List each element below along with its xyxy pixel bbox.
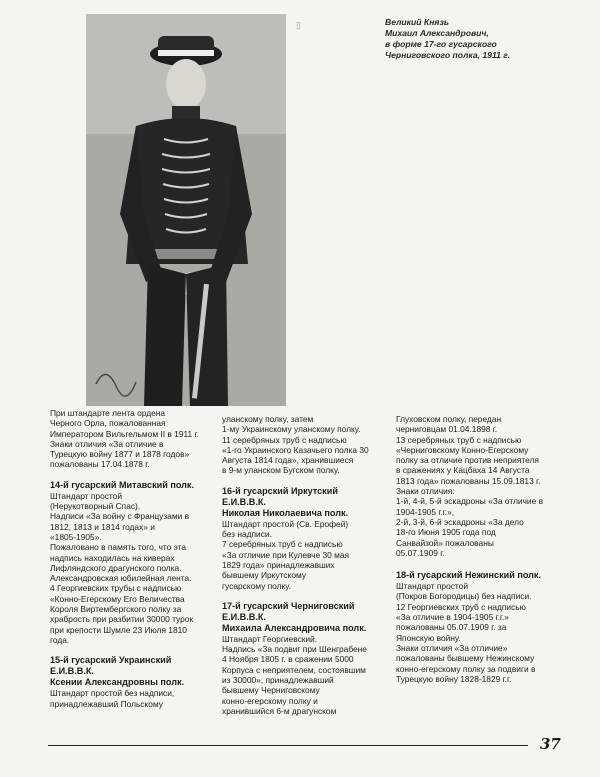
- text-line: Черного Орла, пожалованная: [50, 418, 166, 429]
- text-line: «1805-1905».: [50, 531, 102, 542]
- text-line: в сражениях у Кацбаха 14 Августа: [396, 465, 530, 476]
- text-line: полку за отличие против неприятеля: [396, 455, 539, 466]
- text-line: года.: [50, 634, 70, 645]
- text-line: Пожаловано в память того, что эта: [50, 542, 187, 553]
- caption-line: Великий Князь: [385, 17, 449, 27]
- heading-line: Е.И.В.В.К.: [50, 666, 94, 677]
- section-heading-17: [222, 601, 392, 634]
- text-line: Глуховском полку, передан: [396, 414, 502, 424]
- text-line: Надпись «За подвиг при Шенграбене: [222, 644, 367, 655]
- text-line: 11 серебряных труб с надписью: [222, 434, 347, 445]
- text-line: надпись находилась на киверах: [50, 552, 175, 563]
- text-line: Штандарт Георгиевский.: [222, 633, 318, 644]
- text-line: 12 Георгиевских труб с надписью: [396, 601, 526, 612]
- scan-mark: ▯: [296, 20, 301, 30]
- section-heading-14: 14-й гусарский Митавский полк.: [50, 479, 195, 490]
- text-line: Штандарт простой (Св. Ерофей): [222, 518, 349, 529]
- text-column-1: [50, 408, 218, 709]
- text-line: Турецкую войну 1877 и 1878 годов»: [50, 449, 190, 460]
- portrait-photo: [86, 14, 286, 406]
- text-line: Знаки отличия «За отличие»: [396, 642, 508, 653]
- text-line: уланскому полку, затем: [222, 414, 314, 424]
- text-line: (Нерукотворный Спас).: [50, 501, 141, 512]
- text-line: «1-го Украинского Казачьего полка 30: [222, 444, 369, 455]
- heading-line: Михаила Александровича полк.: [222, 622, 367, 633]
- text-line: 4 Георгиевских трубы с надписью: [50, 583, 182, 594]
- caption-line: в форме 17-го гусарского: [385, 39, 497, 49]
- text-line: При штандарте лента ордена: [50, 408, 166, 418]
- text-line: Знаки отличия:: [396, 486, 455, 497]
- caption-line: Михаил Александрович,: [385, 28, 489, 38]
- photo-caption: [385, 17, 575, 61]
- text-line: 1829 года» принадлежавших: [222, 559, 335, 570]
- text-line: без надписи.: [222, 529, 272, 540]
- text-line: Штандарт простой без надписи,: [50, 688, 175, 699]
- heading-line: Е.И.В.В.К.: [222, 496, 266, 507]
- text-line: принадлежавший Польскому: [50, 698, 163, 709]
- text-line: Турецкую войну 1828-1829 г.г.: [396, 673, 512, 684]
- text-line: 1812, 1813 и 1814 годах» и: [50, 521, 155, 532]
- portrait-photo-icon: [86, 14, 286, 406]
- text-line: «Черниговскому Конно-Егерскому: [396, 444, 529, 455]
- text-line: Штандарт простой: [396, 581, 468, 592]
- text-line: черниговцам 01.04.1898 г.: [396, 424, 498, 435]
- text-line: Японскую войну.: [396, 632, 461, 643]
- text-line: пожалованы 17.04.1878 г.: [50, 459, 150, 470]
- text-line: в 9-м уланском Бугском полку.: [222, 465, 340, 476]
- text-line: Штандарт простой: [50, 490, 122, 501]
- text-line: 05.07.1909 г.: [396, 547, 445, 558]
- text-line: «Конно-Егерскому Его Величества: [50, 593, 185, 604]
- text-line: 13 серебряных труб с надписью: [396, 434, 522, 445]
- text-line: из 30000», принадлежавший: [222, 675, 334, 686]
- text-line: Императором Вильгельмом II в 1911 г.: [50, 428, 199, 439]
- text-line: пожалованы 05.07.1909 г. за: [396, 622, 507, 633]
- text-column-2: [222, 408, 392, 716]
- text-line: бывшему Иркутскому: [222, 570, 307, 581]
- text-line: (Покров Богородицы) без надписи.: [396, 591, 532, 602]
- text-line: бывшему Черниговскому: [222, 685, 320, 696]
- text-line: 2-й, 3-й, 6-й эскадроны «За дело: [396, 516, 524, 527]
- text-line: Александровская юбилейная лента.: [50, 573, 192, 584]
- text-line: Лифляндского драгунского полка.: [50, 562, 182, 573]
- caption-line: Черниговского полка, 1911 г.: [385, 50, 511, 60]
- text-line: Августа 1814 года», хранившиеся: [222, 455, 354, 466]
- text-line: гусарскому полку.: [222, 580, 291, 591]
- text-line: Надписи «За войну с Французами в: [50, 511, 190, 522]
- text-line: Корпуса с неприятелем, состоявшим: [222, 664, 366, 675]
- text-line: 1-му Украинскому уланскому полку.: [222, 424, 361, 435]
- page-number: 37: [540, 735, 561, 753]
- text-line: 1904-1905 г.г.»,: [396, 506, 455, 517]
- text-line: Короля Виртембергского полку за: [50, 604, 182, 615]
- text-line: 1813 года» пожалованы 15.09.1813 г.: [396, 475, 541, 486]
- section-heading-15: [50, 655, 218, 688]
- text-line: 7 серебряных труб с надписью: [222, 539, 343, 550]
- text-line: пожалованы бывшему Нежинскому: [396, 653, 535, 664]
- footer-rule: [48, 745, 528, 746]
- text-line: 1-й, 4-й, 5-й эскадроны «За отличие в: [396, 496, 544, 507]
- section-heading-18: 18-й гусарский Нежинский полк.: [396, 570, 542, 581]
- text-column-3: [396, 408, 571, 684]
- heading-line: 15-й гусарский Украинский: [50, 655, 172, 666]
- text-line: 18-го Июня 1905 года под: [396, 527, 496, 538]
- text-line: 4 Ноября 1805 г. в сражении 5000: [222, 654, 354, 665]
- text-line: при крепости Шумле 23 Июля 1810: [50, 624, 187, 635]
- text-line: «За отличие при Кулевче 30 мая: [222, 549, 350, 560]
- text-line: хранившийся 6-м драгунском: [222, 705, 337, 716]
- text-line: «За отличие в 1904-1905 г.г.»: [396, 612, 509, 623]
- text-line: храбрость при разбитии 30000 турок: [50, 614, 194, 625]
- text-line: конно-егерскому полку и: [222, 695, 318, 706]
- text-line: Санвайзой» пожалованы: [396, 537, 494, 548]
- text-line: конно-егерскому полку за подвиги в: [396, 663, 536, 674]
- heading-line: Е.И.В.В.К.: [222, 611, 266, 622]
- heading-line: Ксении Александровны полк.: [50, 677, 185, 688]
- heading-line: Николая Николаевича полк.: [222, 507, 349, 518]
- heading-line: 17-й гусарский Черниговский: [222, 600, 355, 611]
- heading-line: 16-й гусарский Иркутский: [222, 485, 338, 496]
- text-line: Знаки отличия «За отличие в: [50, 438, 164, 449]
- section-heading-16: [222, 486, 392, 519]
